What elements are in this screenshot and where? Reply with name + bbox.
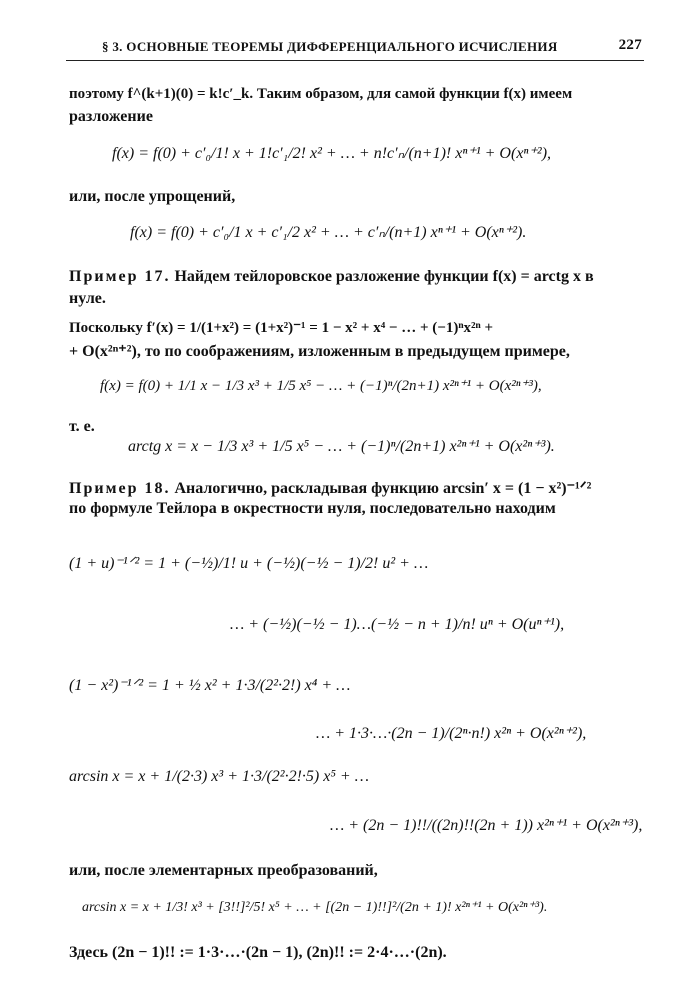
page-number: 227 (618, 37, 642, 53)
example-17-text: Найдем тейлоровское разложение функции f(x) = arctg x в (174, 268, 594, 285)
text-line-7: или, после элементарных преобразований, (69, 862, 378, 879)
equation-3: f(x) = f(0) + 1/1 x − 1/3 x³ + 1/5 x⁵ − … + (−1)ⁿ/(2n+1) x²ⁿ⁺¹ + O(x²ⁿ⁺³), (100, 378, 542, 394)
header-rule (66, 60, 644, 61)
equation-7a: arcsin x = x + 1/(2·3) x³ + 1·3/(2²·2!·5) x⁵ + … (69, 768, 369, 785)
text-line-3: или, после упрощений, (69, 188, 236, 205)
text-line-4: Поскольку f′(x) = 1/(1+x²) = (1+x²)⁻¹ = 1 − x² + x⁴ − … + (−1)ⁿx²ⁿ + (69, 320, 494, 336)
equation-5a: (1 + u)⁻¹ᐟ² = 1 + (−½)/1! u + (−½)(−½ − 1)/2! u² + … (69, 555, 429, 572)
text-line-1: поэтому f^(k+1)(0) = k!c′_k. Таким образом, для самой функции f(x) имеем (69, 86, 573, 102)
example-17-label: Пример 17. (69, 268, 171, 285)
equation-5b: … + (−½)(−½ − 1)…(−½ − n + 1)/n! uⁿ + O(uⁿ⁺¹), (230, 616, 565, 633)
equation-6a: (1 − x²)⁻¹ᐟ² = 1 + ½ x² + 1·3/(2²·2!) x⁴ + … (69, 677, 351, 694)
example-18-text: Аналогично, раскладывая функцию arcsin′ x = (1 − x²)⁻¹ᐟ² (174, 480, 592, 497)
equation-8: arcsin x = x + 1/3! x³ + [3!!]²/5! x⁵ + … + [(2n − 1)!!]²/(2n + 1)! x²ⁿ⁺¹ + O(x²ⁿ⁺³). (82, 900, 548, 915)
text-line-ex18-2: по формуле Тейлора в окрестности нуля, последовательно находим (69, 500, 556, 517)
text-line-8: Здесь (2n − 1)!! := 1·3·…·(2n − 1), (2n)!! := 2·4·…·(2n). (69, 944, 447, 961)
text-line-2: разложение (69, 108, 153, 125)
equation-7b: … + (2n − 1)!!/((2n)!!(2n + 1)) x²ⁿ⁺¹ + O(x²ⁿ⁺³), (330, 817, 643, 834)
equation-4: arctg x = x − 1/3 x³ + 1/5 x⁵ − … + (−1)ⁿ/(2n+1) x²ⁿ⁺¹ + O(x²ⁿ⁺³). (128, 438, 555, 455)
equation-6b: … + 1·3·…·(2n − 1)/(2ⁿ·n!) x²ⁿ + O(x²ⁿ⁺²), (316, 725, 587, 742)
example-18-line (69, 478, 591, 498)
text-line-5: + O(x²ⁿ⁺²), то по соображениям, изложенным в предыдущем примере, (69, 343, 570, 360)
example-18-label: Пример 18. (69, 480, 171, 497)
text-line-6: т. е. (69, 418, 95, 435)
text-line-ex17-2: нуле. (69, 290, 106, 307)
equation-2: f(x) = f(0) + c′₀/1 x + c′₁/2 x² + … + c′ₙ/(n+1) xⁿ⁺¹ + O(xⁿ⁺²). (130, 224, 527, 241)
equation-1: f(x) = f(0) + c′₀/1! x + 1!c′₁/2! x² + … + n!c′ₙ/(n+1)! xⁿ⁺¹ + O(xⁿ⁺²), (112, 145, 552, 162)
section-title: § 3. ОСНОВНЫЕ ТЕОРЕМЫ ДИФФЕРЕНЦИАЛЬНОГО ИСЧИСЛЕНИЯ (102, 39, 558, 54)
running-header (70, 37, 642, 57)
example-17-line (69, 268, 594, 286)
